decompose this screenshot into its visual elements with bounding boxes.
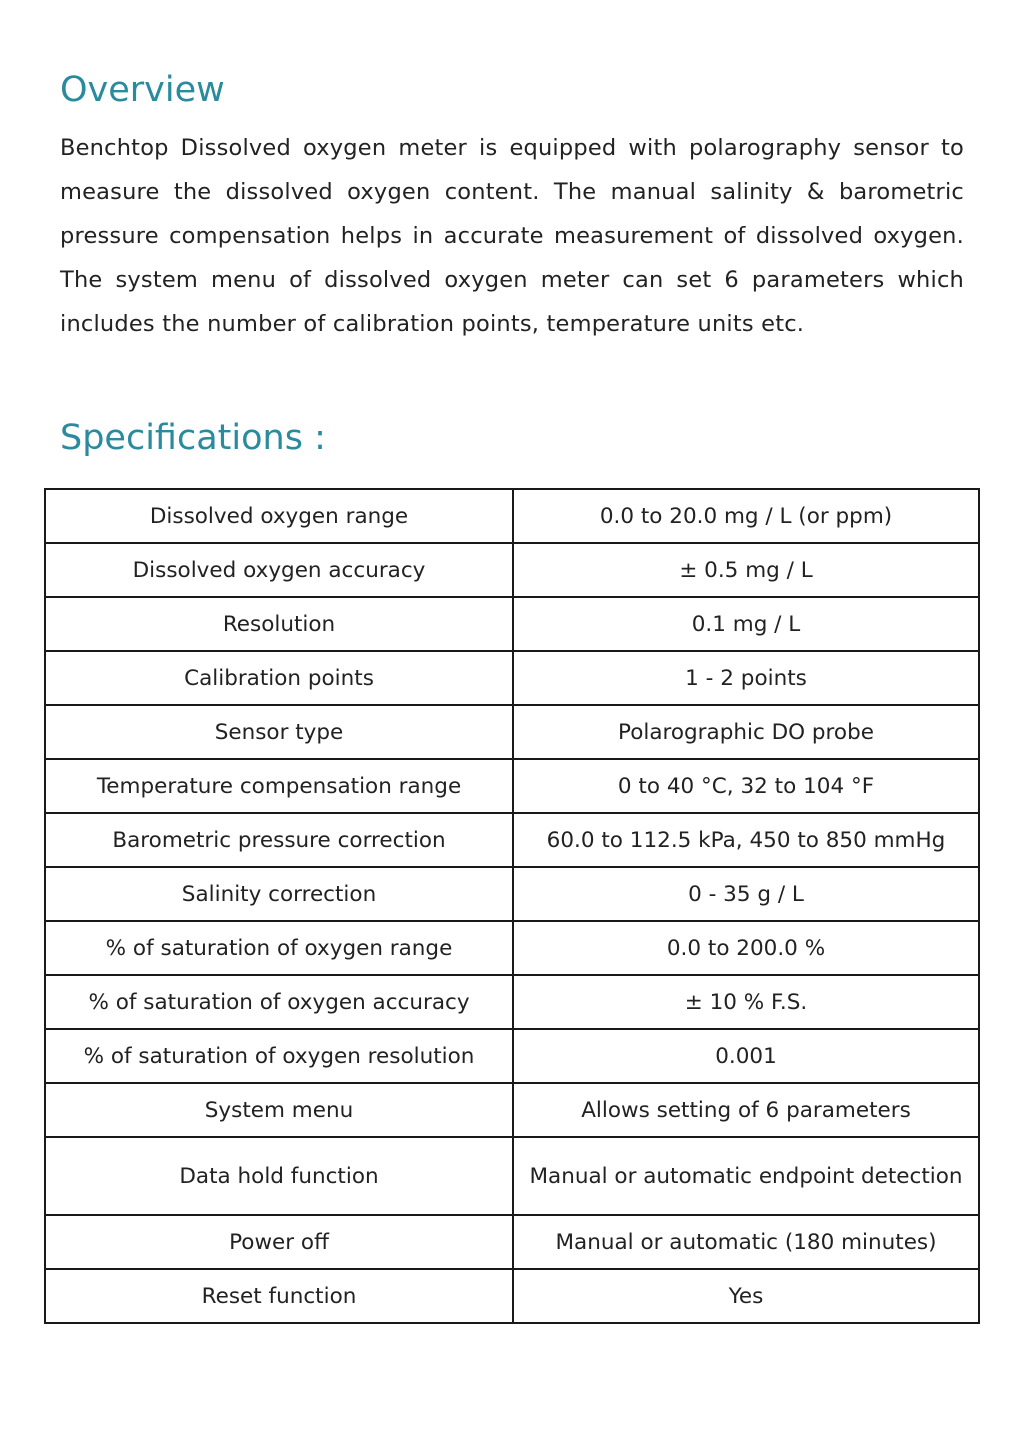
spec-value: Manual or automatic (180 minutes) [513, 1215, 979, 1269]
table-row [45, 1269, 979, 1323]
spec-value: 0.1 mg / L [513, 597, 979, 651]
table-row [45, 867, 979, 921]
table-row [45, 1029, 979, 1083]
table-row [45, 489, 979, 543]
spec-parameter: Temperature compensation range [45, 759, 513, 813]
overview-paragraph: Benchtop Dissolved oxygen meter is equipped with polarography sensor to measure the dissolved oxygen content. The manual salinity & barometric pressure compensation helps in accurate measurement of dissolved oxygen. The system menu of dissolved oxygen meter can set 6 parameters which includes the number of calibration points, temperature units etc. [60, 135, 964, 337]
spec-value: Allows setting of 6 parameters [513, 1083, 979, 1137]
spec-parameter: % of saturation of oxygen accuracy [45, 975, 513, 1029]
spec-parameter: System menu [45, 1083, 513, 1137]
spec-value: 0 to 40 °C, 32 to 104 °F [513, 759, 979, 813]
spec-parameter: Dissolved oxygen accuracy [45, 543, 513, 597]
table-row [45, 759, 979, 813]
spec-parameter: Resolution [45, 597, 513, 651]
spec-parameter: Calibration points [45, 651, 513, 705]
spec-parameter: Power off [45, 1215, 513, 1269]
table-row [45, 1215, 979, 1269]
spec-parameter: Reset function [45, 1269, 513, 1323]
spec-value: Yes [513, 1269, 979, 1323]
spec-parameter: Data hold function [45, 1137, 513, 1215]
table-row [45, 975, 979, 1029]
table-row [45, 813, 979, 867]
overview-heading: Overview [60, 70, 225, 110]
table-row [45, 1137, 979, 1215]
table-row [45, 705, 979, 759]
spec-parameter: % of saturation of oxygen range [45, 921, 513, 975]
spec-parameter: Salinity correction [45, 867, 513, 921]
table-row [45, 921, 979, 975]
spec-value: 60.0 to 112.5 kPa, 450 to 850 mmHg [513, 813, 979, 867]
spec-value: 1 - 2 points [513, 651, 979, 705]
table-row [45, 1083, 979, 1137]
spec-value: 0.0 to 20.0 mg / L (or ppm) [513, 489, 979, 543]
spec-parameter: Dissolved oxygen range [45, 489, 513, 543]
spec-value: 0 - 35 g / L [513, 867, 979, 921]
table-row [45, 543, 979, 597]
spec-value: ± 10 % F.S. [513, 975, 979, 1029]
specifications-heading: Specifications : [60, 418, 326, 458]
spec-value: Polarographic DO probe [513, 705, 979, 759]
specifications-table [44, 488, 980, 1324]
table-row [45, 651, 979, 705]
spec-parameter: Barometric pressure correction [45, 813, 513, 867]
spec-value: ± 0.5 mg / L [513, 543, 979, 597]
spec-parameter: Sensor type [45, 705, 513, 759]
spec-value: 0.0 to 200.0 % [513, 921, 979, 975]
spec-value: 0.001 [513, 1029, 979, 1083]
spec-value: Manual or automatic endpoint detection [513, 1137, 979, 1215]
spec-parameter: % of saturation of oxygen resolution [45, 1029, 513, 1083]
table-row [45, 597, 979, 651]
